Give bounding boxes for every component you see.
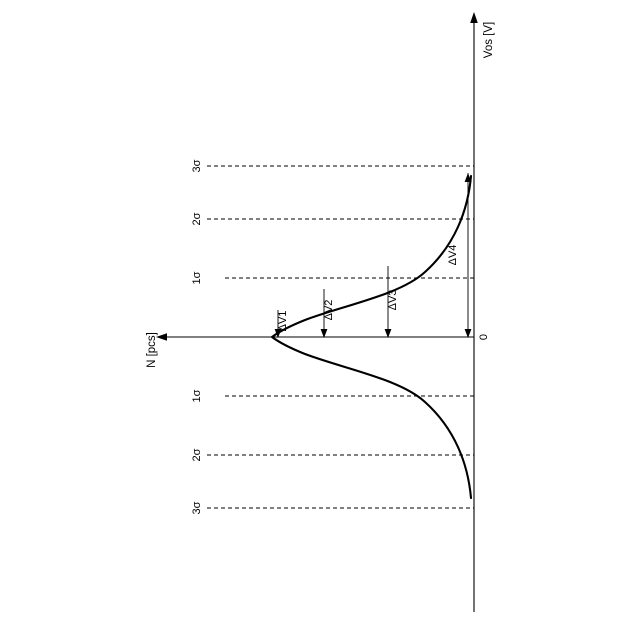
delta-v4-label: ΔV4 — [447, 244, 459, 266]
delta-v1-annotation — [275, 310, 289, 338]
tick-label-plus-2sigma: 2σ — [191, 212, 203, 226]
sigma-gridlines-positive — [207, 166, 474, 278]
delta-v3-label: ΔV3 — [387, 289, 399, 311]
n-axis-label: N [pcs] — [146, 332, 158, 368]
origin-tick-label: 0 — [478, 333, 490, 341]
vos-axis-arrowhead — [470, 12, 478, 23]
delta-v2-annotation — [321, 289, 335, 338]
tick-label-plus-1sigma: 1σ — [191, 271, 203, 285]
tick-label-plus-3sigma: 3σ — [191, 159, 203, 173]
tick-label-minus-1sigma: 1σ — [191, 389, 203, 403]
delta-v3-annotation — [385, 266, 399, 338]
vos-axis-label: Vos [V] — [483, 21, 495, 59]
vos-axis — [470, 12, 478, 612]
delta-v2-label: ΔV2 — [323, 299, 335, 321]
delta-v4-annotation — [447, 173, 471, 338]
tick-label-minus-2sigma: 2σ — [191, 448, 203, 462]
tick-label-minus-3sigma: 3σ — [191, 501, 203, 515]
sigma-gridlines-negative — [207, 396, 474, 508]
delta-v1-label: ΔV1 — [277, 310, 289, 332]
n-axis — [156, 333, 474, 341]
